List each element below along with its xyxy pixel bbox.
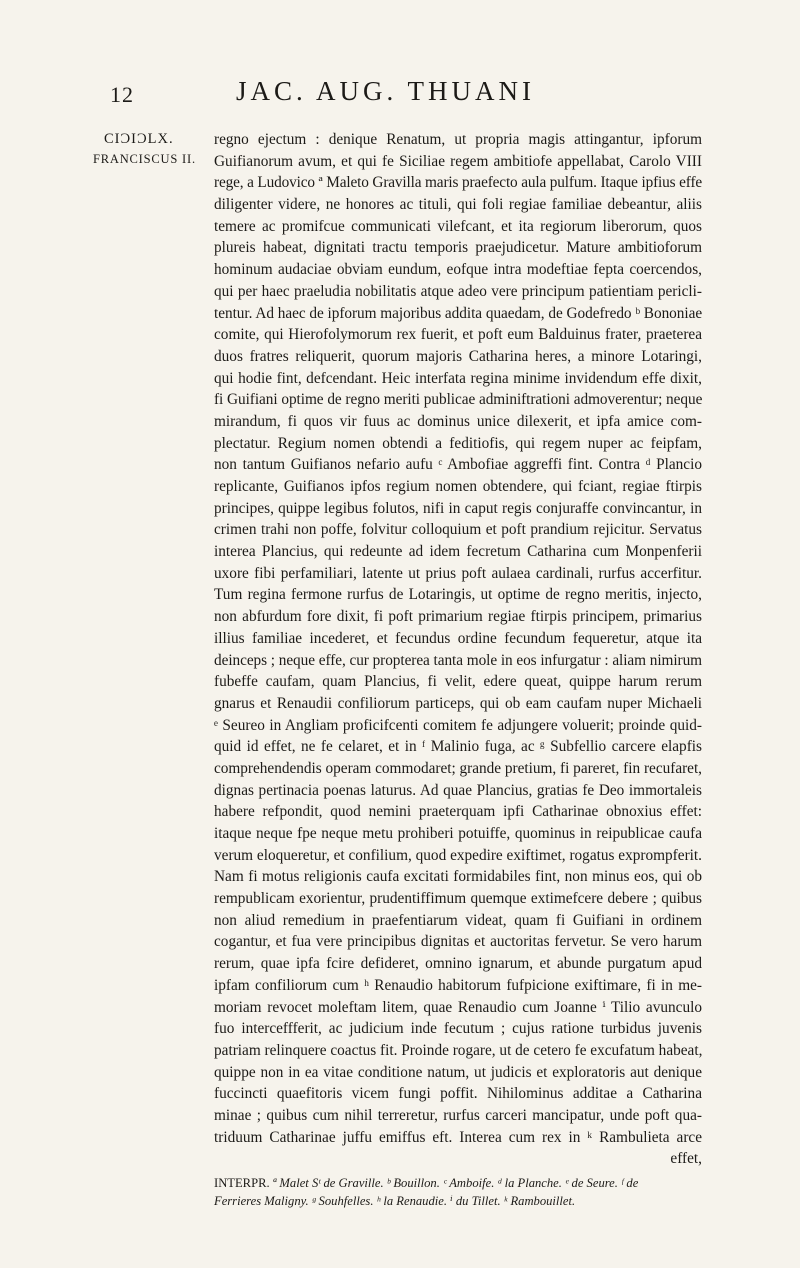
- page-number: 12: [110, 82, 134, 107]
- body-line: non abfurdum fore dixit, fi poft primarium regiae ftirpis principem, primarius: [214, 608, 702, 626]
- body-line: qui hodie fint, defcendant. Heic interfata regina minime invidendum effe dixit,: [214, 369, 702, 387]
- body-line: fi Guifiani optime de regno meriti publicae adminiftrationi admoverentur; neque: [214, 391, 702, 409]
- body-line: deinceps ; neque effe, cur propterea tanta mole in eos infurgatur : aliam nimirum: [214, 651, 702, 669]
- body-line: effet,: [670, 1150, 702, 1168]
- margin-year: CIƆIƆLX.: [104, 131, 174, 147]
- margin-ruler: FRANCISCUS II.: [93, 152, 196, 166]
- body-line: temere ac promifcue communicati vilefcant, et ita regiorum liberorum, quos: [214, 217, 702, 235]
- body-line: diligenter videre, ne honores ac tituli, qui foli regiae familiae debeantur, aliis: [214, 196, 702, 214]
- page-header: [0, 76, 800, 110]
- body-line: regno ejectum : denique Renatum, ut propria magis attingantur, ipforum: [214, 131, 702, 148]
- body-line: triduum Catharinae juffu emiffus eft. Interea cum rex in ᵏ Rambulieta arce: [214, 1128, 702, 1146]
- body-line: rerum, quae ipfa fcire defideret, omnino ignarum, et abunde purgatum apud: [214, 955, 702, 973]
- body-line: duos fratres reliquerit, quorum majoris Catharina heres, a minore Lotaringi,: [214, 347, 702, 365]
- body-line: fuo interceffferit, ac judicium inde fecutum ; cujus ratione turbidus juvenis: [214, 1020, 702, 1038]
- body-line: patriam relinquere coactus fit. Proinde rogare, ut de cetero fe excufatum habeat,: [214, 1041, 702, 1059]
- body-line: mirandum, fi quos vir fuus ac dominus unice dilexerit, et ipfa amice com-: [214, 412, 702, 430]
- body-line: comprehendendis operam commodaret; grande pretium, fi pareret, fin recufaret,: [214, 759, 702, 777]
- body-line: itaque neque fpe neque metu prohiberi potuiffe, quominus in reipublicae caufa: [214, 825, 702, 842]
- body-line: fuccincti quaefitoris vicem fungi poffit. Nihilominus additae a Catharina: [214, 1085, 702, 1103]
- body-line: rege, a Ludovico ª Maleto Gravilla maris praefecto aula pulfum. Itaque ipfius effe: [214, 174, 702, 192]
- body-line: rempublicam exorientur, prudentiffimum quemque extimefcere debere ; quibus: [214, 890, 702, 908]
- body-line: quid id effet, ne fe celaret, et in ᶠ Malinio fuga, ac ᵍ Subfellio carcere elapfis: [214, 738, 702, 756]
- interpretation-line-1: ª Malet Sᵗ de Graville. ᵇ Bouillon. ᶜ Amboife. ᵈ la Planche. ᵉ de Seure. ᶠ de: [272, 1176, 639, 1190]
- body-line: interea Plancius, qui redeunte ad idem fecretum Catharina cum Monpenferii: [214, 543, 702, 561]
- body-line: minae ; quibus cum nihil terreretur, rurfus carceri mancipatur, unde poft qua-: [214, 1106, 702, 1124]
- body-line: qui per haec praeludia nobilitatis atque adeo vere principum patientiam pericli-: [214, 282, 702, 300]
- body-line: cogantur, et fua vere principibus dignitas et auctoritas fervetur. Se vero harum: [214, 933, 702, 951]
- body-line: uxore fibi perfamiliari, latente ut prius poft aulaea cardinali, rurfus accerfitur.: [214, 564, 702, 582]
- body-line: non tantum Guifianos nefario aufu ᶜ Ambofiae aggreffi fint. Contra ᵈ Plancio: [214, 456, 702, 474]
- body-line: comite, qui Hierofolymorum rex fuerit, et poft eum Balduinus frater, praeterea: [214, 326, 702, 344]
- body-line: ipfam confiliorum cum ʰ Renaudio habitorum fufpicione exiftimare, fi in me-: [214, 976, 702, 994]
- body-line: moriam revocet moleftam litem, quae Renaudio cum Joanne ⁱ Tilio avunculo: [214, 998, 702, 1016]
- body-line: hominum audaciae obviam eundum, eofque intra modeftiae fepta coercendos,: [214, 261, 702, 279]
- body-line: non aliud remedium in praefentiarum videat, quam fi Guifiani in ordinem: [214, 911, 702, 929]
- body-line: gnarus et Renaudii confiliorum particeps, qui ob eam caufam nuper Michaeli: [214, 694, 702, 712]
- interpretation-label: INTERPR.: [214, 1176, 270, 1190]
- interpretation-line-2: Ferrieres Maligny. ᵍ Souhfelles. ʰ la Renaudie. ⁱ du Tillet. ᵏ Rambouillet.: [214, 1194, 576, 1208]
- body-line: replicante, Guifianos ipfos regium nomen obtendere, qui fciant, regiae ftirpis: [214, 478, 702, 495]
- body-line: Nam fi motus religionis caufa excitati formidabiles fint, non minus eos, qui ob: [214, 868, 702, 886]
- body-line: crimen trahi non poffe, folvitur colloquium et poft prandium rejicitur. Servatus: [214, 521, 702, 539]
- body-line: quippe non in ea vitae conditione natum, ut judicis et exploratoris aut denique: [214, 1063, 702, 1081]
- body-line: principes, quippe legibus folutos, nifi in caput regis conjuraffe convincantur, in: [214, 499, 702, 517]
- body-line: Guifianorum avum, et qui fe Siciliae regem ambitiofe appellabat, Carolo VIII: [214, 152, 702, 170]
- body-text: [214, 129, 702, 1170]
- body-line: Tum regina fermone rurfus de Lotaringis, ut optime de regno meritis, injecto,: [214, 586, 702, 604]
- body-line: plureis habeat, dignitati tractu temporis praejudicetur. Mature ambitioforum: [214, 239, 702, 257]
- body-line: dignas pertinacia poenas laturus. Ad quae Plancius, gratias fe Deo immortaleis: [214, 781, 702, 799]
- body-line: verum eloqueretur, et confilium, quod expedire exiftimet, rogatus exprompferit.: [214, 846, 702, 864]
- body-line: habere refpondit, quod nemini praeterquam ipfi Catharinae obnoxius effet:: [214, 803, 702, 821]
- body-line: plectatur. Regium nomen obtendi a feditiofis, qui regem nuper ac feipfam,: [214, 434, 702, 452]
- body-line: tentur. Ad haec de ipforum majoribus addita quaedam, de Godefredo ᵇ Bononiae: [214, 304, 702, 322]
- running-title: JAC. AUG. THUANI: [236, 76, 536, 106]
- body-line: ᵉ Seureo in Angliam proficifcenti comitem fe adjungere voluerit; proinde quid-: [214, 716, 702, 734]
- body-line: fubeffe caufam, quam Plancius, fi velit, edere queat, quippe harum rerum: [214, 673, 702, 691]
- body-line: illius familiae incederet, et fecundus ordine fecundum fequeretur, atque ita: [214, 629, 702, 647]
- interpretation-notes: [214, 1174, 714, 1210]
